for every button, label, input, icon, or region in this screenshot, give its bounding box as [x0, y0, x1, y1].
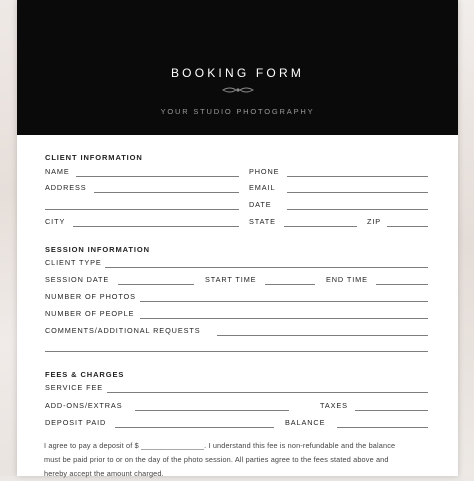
balance-label: BALANCE	[285, 418, 326, 427]
form-header	[17, 0, 458, 135]
booking-form-sheet	[17, 0, 458, 476]
agreement-line-1: I agree to pay a deposit of $ _______________. I understand this fee is non-refundable and the balance	[44, 441, 396, 450]
service-fee-label: SERVICE FEE	[45, 383, 104, 392]
city-field[interactable]	[73, 226, 239, 227]
number-of-people-field[interactable]	[140, 318, 428, 319]
service-fee-field[interactable]	[107, 392, 428, 393]
name-label: NAME	[45, 167, 70, 176]
agreement-paragraph	[44, 439, 444, 481]
agreement-line-3: hereby accept the amount charged.	[44, 469, 164, 478]
state-label: STATE	[249, 217, 276, 226]
form-title: BOOKING FORM	[170, 66, 305, 80]
fees-charges-heading: FEES & CHARGES	[45, 370, 125, 379]
addons-extras-label: ADD-ONS/EXTRAS	[45, 401, 123, 410]
state-field[interactable]	[284, 226, 357, 227]
zip-label: ZIP	[367, 217, 382, 226]
session-date-field[interactable]	[118, 284, 194, 285]
date-field[interactable]	[287, 209, 428, 210]
studio-name: YOUR STUDIO PHOTOGRAPHY	[160, 107, 315, 116]
taxes-field[interactable]	[355, 410, 428, 411]
comments-label: COMMENTS/ADDITIONAL REQUESTS	[45, 326, 201, 335]
end-time-field[interactable]	[376, 284, 428, 285]
email-field[interactable]	[287, 192, 428, 193]
number-of-photos-label: NUMBER OF PHOTOS	[45, 292, 136, 301]
end-time-label: END TIME	[326, 275, 368, 284]
addons-extras-field[interactable]	[135, 410, 289, 411]
deposit-paid-field[interactable]	[115, 427, 274, 428]
ornament-icon	[17, 85, 458, 97]
client-type-label: CLIENT TYPE	[45, 258, 102, 267]
city-label: CITY	[45, 217, 66, 226]
number-of-people-label: NUMBER OF PEOPLE	[45, 309, 135, 318]
session-information-heading: SESSION INFORMATION	[45, 245, 150, 254]
session-date-label: SESSION DATE	[45, 275, 110, 284]
date-label: DATE	[249, 200, 272, 209]
start-time-label: START TIME	[205, 275, 257, 284]
comments-field-line-2[interactable]	[45, 351, 428, 352]
client-information-heading: CLIENT INFORMATION	[45, 153, 143, 162]
agreement-line-2: must be paid prior to or on the day of the photo session. All parties agree to the fees stated above and	[44, 455, 389, 464]
zip-field[interactable]	[387, 226, 428, 227]
address-field[interactable]	[94, 192, 239, 193]
deposit-paid-label: DEPOSIT PAID	[45, 418, 107, 427]
taxes-label: TAXES	[320, 401, 348, 410]
balance-field[interactable]	[337, 427, 428, 428]
name-field[interactable]	[76, 176, 239, 177]
client-type-field[interactable]	[105, 267, 428, 268]
phone-label: PHONE	[249, 167, 280, 176]
number-of-photos-field[interactable]	[140, 301, 428, 302]
comments-field[interactable]	[217, 335, 428, 336]
address-field-line-2[interactable]	[45, 209, 239, 210]
email-label: EMAIL	[249, 183, 276, 192]
start-time-field[interactable]	[265, 284, 315, 285]
phone-field[interactable]	[287, 176, 428, 177]
address-label: ADDRESS	[45, 183, 87, 192]
